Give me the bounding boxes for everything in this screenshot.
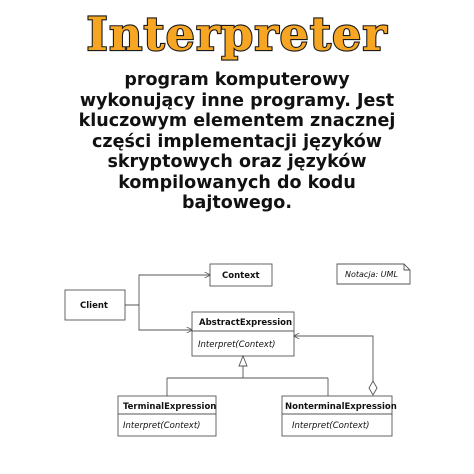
title [0, 2, 474, 64]
uml-diagram [0, 250, 474, 474]
class-nonterminal-expression-operation: Interpret(Context) [292, 421, 370, 431]
association-client-abstract-expression [125, 305, 192, 330]
aggregation-line [294, 336, 373, 381]
note-text: Notacja: UML [345, 270, 398, 279]
class-terminal-expression-name: TerminalExpression [123, 402, 217, 412]
class-nonterminal-expression-name: NonterminalExpression [285, 402, 397, 412]
class-context-name: Context [222, 271, 260, 281]
description-line: skryptowych oraz języków [107, 152, 367, 172]
class-abstract-expression-operation: Interpret(Context) [198, 340, 276, 350]
class-terminal-expression [118, 396, 216, 436]
description-line: bajtowego. [182, 193, 292, 213]
description-line: kluczowym elementem znacznej [78, 111, 396, 131]
description [40, 70, 434, 214]
class-context [210, 264, 272, 286]
class-nonterminal-expression [282, 396, 397, 436]
association-client-context [139, 275, 210, 305]
description-line: wykonujący inne programy. Jest [79, 90, 395, 111]
class-abstract-expression-name: AbstractExpression [199, 318, 293, 328]
description-line: części implementacji języków [92, 131, 382, 152]
class-abstract-expression [192, 312, 294, 356]
class-client-name: Client [80, 301, 108, 311]
title-text: Interpreter [86, 7, 388, 61]
aggregation-diamond [369, 381, 377, 395]
description-line: program komputerowy [124, 70, 350, 90]
class-client [65, 290, 125, 320]
description-line: kompilowanych do kodu [118, 172, 356, 193]
uml-note [337, 264, 410, 284]
uml-diagram-canvas [0, 250, 474, 474]
title-graphic [0, 2, 474, 64]
generalization-triangle [239, 356, 247, 366]
class-terminal-expression-operation: Interpret(Context) [123, 421, 201, 431]
